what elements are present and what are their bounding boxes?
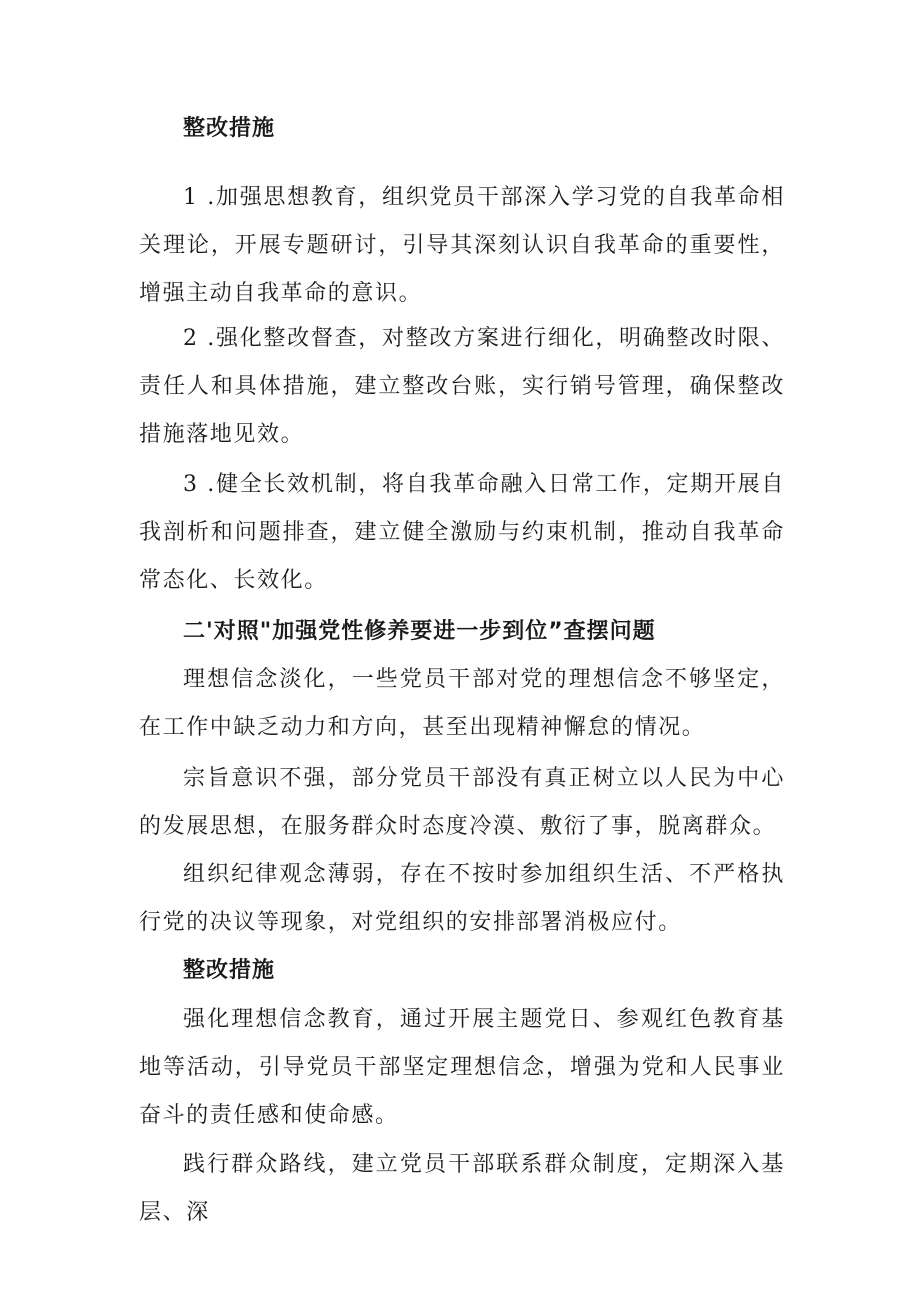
paragraph-problem-3: 组织纪律观念薄弱，存在不按时参加组织生活、不严格执行党的决议等现象，对党组织的安排部署消极应付。 xyxy=(139,862,785,935)
heading-rectification-measures-2: 整改措施 xyxy=(183,958,276,983)
paragraph-measure-2: 践行群众路线，建立党员干部联系群众制度，定期深入基层、深 xyxy=(139,1152,785,1225)
paragraph-measure-1: 强化理想信念教育，通过开展主题党日、参观红色教育基地等活动，引导党员干部坚定理想信念，增强为党和人民事业奋斗的责任感和使命感。 xyxy=(139,1007,785,1128)
section-title-2: 二'对照"加强党性修养要进一步到位”查摆问题 xyxy=(183,619,656,644)
paragraph-item-2: 2 .强化整改督查，对整改方案进行细化，明确整改时限、责任人和具体措施，建立整改台账，实行销号管理，确保整改措施落地见效。 xyxy=(139,326,785,447)
paragraph-problem-2: 宗旨意识不强，部分党员干部没有真正树立以人民为中心的发展思想，在服务群众时态度冷漠、敷衍了事，脱离群众。 xyxy=(139,766,785,839)
heading-rectification-measures: 整改措施 xyxy=(183,116,276,141)
paragraph-problem-1: 理想信念淡化，一些党员干部对党的理想信念不够坚定，在工作中缺乏动力和方向，甚至出现精神懈怠的情况。 xyxy=(139,667,785,740)
paragraph-item-3: 3 .健全长效机制，将自我革命融入日常工作，定期开展自我剖析和问题排查，建立健全激励与约束机制，推动自我革命常态化、长效化。 xyxy=(139,472,785,593)
paragraph-item-1: 1 .加强思想教育，组织党员干部深入学习党的自我革命相关理论，开展专题研讨，引导其深刻认识自我革命的重要性，增强主动自我革命的意识。 xyxy=(139,185,785,306)
